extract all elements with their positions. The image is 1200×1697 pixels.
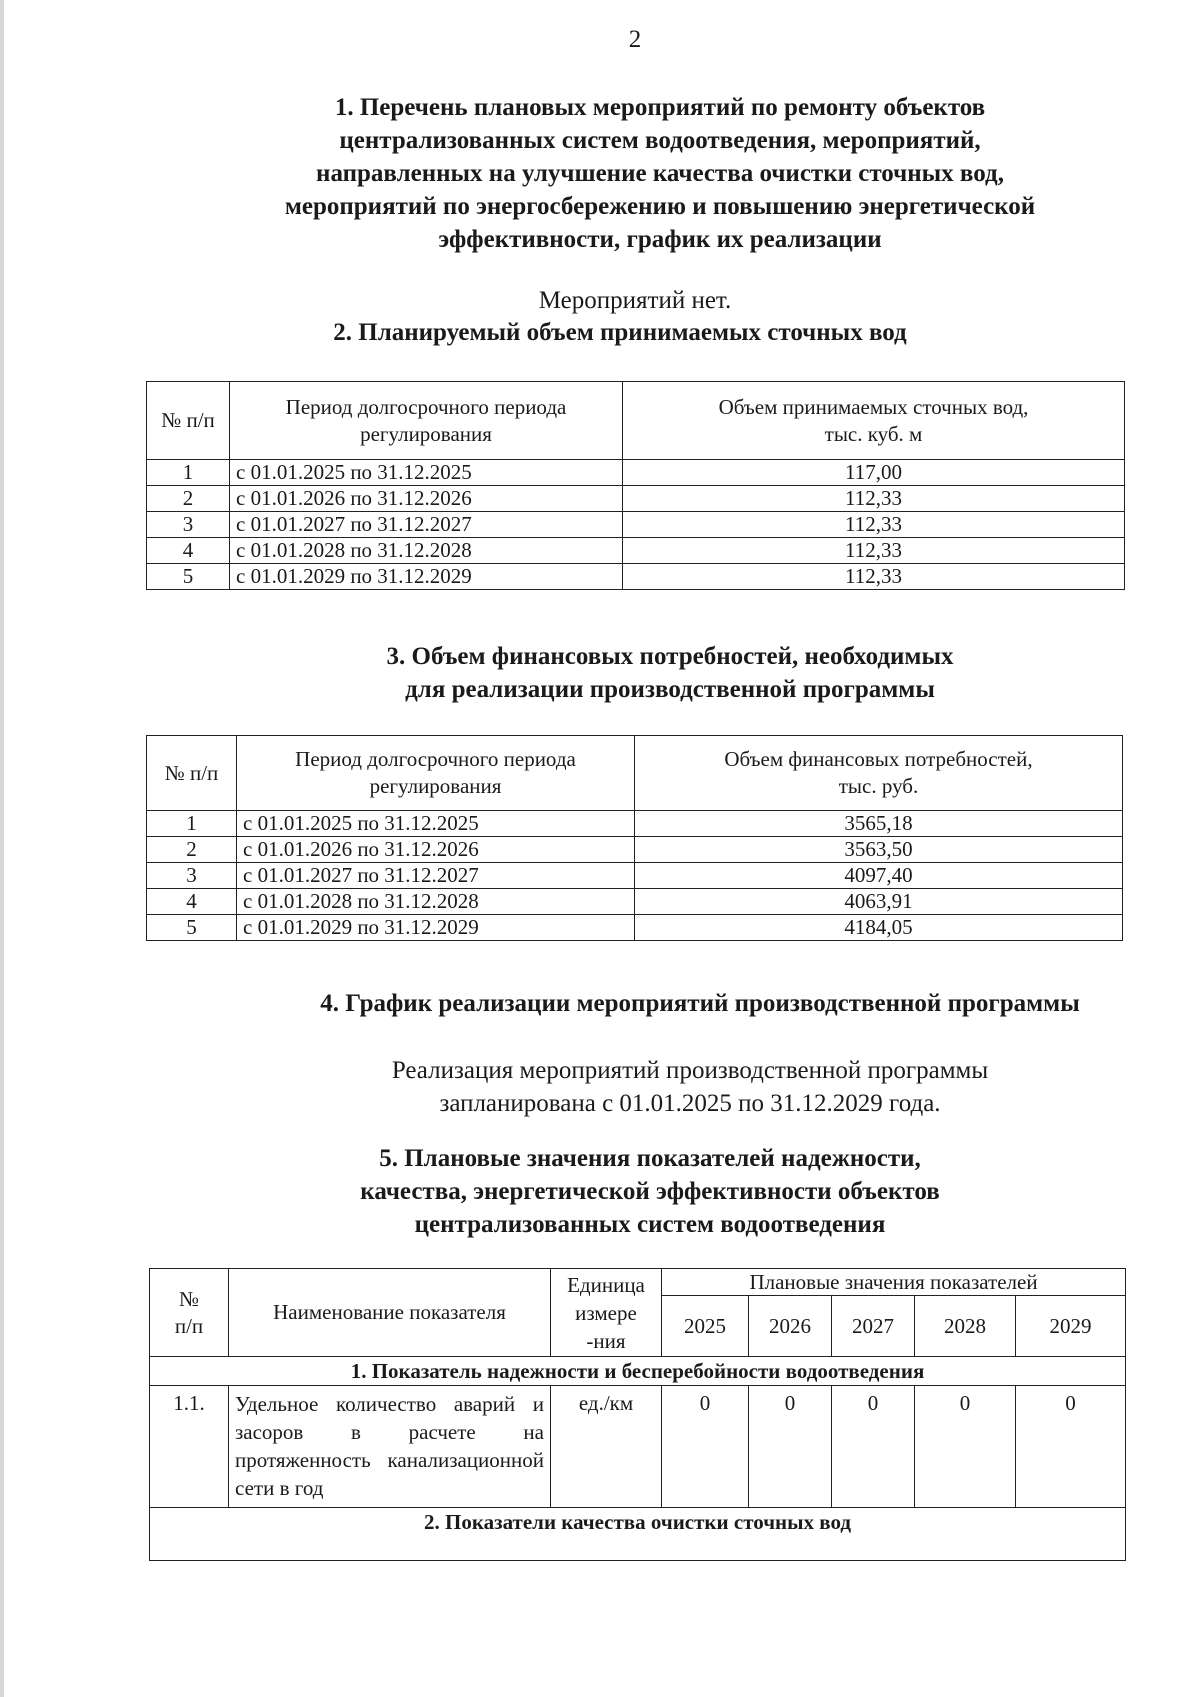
section4-title: 4. График реализации мероприятий производственной программы [320, 990, 1080, 1017]
section2-title: 2. Планируемый объем принимаемых сточных вод [333, 319, 907, 346]
wastewater-volume-table [146, 381, 1125, 590]
header-financial [635, 736, 1123, 811]
scan-edge [0, 0, 4, 1697]
table-row [147, 512, 1125, 538]
row-num: 5 [147, 915, 237, 941]
row-value: 112,33 [623, 486, 1125, 512]
header-financial-line-2: тыс. руб. [838, 774, 919, 798]
section1-note: Мероприятий нет. [538, 287, 732, 314]
row-num: 1.1. [150, 1386, 229, 1508]
table-row [147, 915, 1123, 941]
header-year: 2029 [1016, 1296, 1126, 1357]
header-period-line-1: Период долгосрочного периода [295, 747, 576, 771]
financial-needs-table [146, 735, 1123, 941]
row-num: 5 [147, 564, 230, 590]
header-unit-line-3: -ния [586, 1328, 626, 1353]
section4-text-line-2: запланирована с 01.01.2025 по 31.12.2029 года. [439, 1090, 941, 1117]
table-group-row [150, 1357, 1126, 1386]
table-row [147, 863, 1123, 889]
header-num-line-2: п/п [174, 1313, 204, 1338]
row-num: 3 [147, 512, 230, 538]
row-period: с 01.01.2028 по 31.12.2028 [237, 889, 635, 915]
header-financial-line-1: Объем финансовых потребностей, [724, 747, 1033, 771]
row-period: с 01.01.2026 по 31.12.2026 [237, 837, 635, 863]
row-num: 4 [147, 889, 237, 915]
row-value: 4097,40 [635, 863, 1123, 889]
section1-title-line-4: мероприятий по энергосбережению и повышению энергетической [284, 193, 1036, 220]
row-num: 2 [147, 486, 230, 512]
table-header-row [147, 736, 1123, 811]
header-planned-values: Плановые значения показателей [662, 1269, 1126, 1296]
section3-title-line-2: для реализации производственной программы [405, 676, 935, 703]
row-period: с 01.01.2029 по 31.12.2029 [237, 915, 635, 941]
section5-title-line-3: централизованных систем водоотведения [414, 1211, 886, 1238]
section4-text-line-1: Реализация мероприятий производственной программы [391, 1057, 989, 1084]
group-reliability: 1. Показатель надежности и бесперебойности водоотведения [150, 1357, 1126, 1386]
row-value: 112,33 [623, 564, 1125, 590]
header-year: 2027 [832, 1296, 915, 1357]
header-unit [551, 1269, 662, 1357]
table-row [150, 1386, 1126, 1508]
header-year: 2026 [749, 1296, 832, 1357]
row-period: с 01.01.2027 по 31.12.2027 [230, 512, 623, 538]
row-value-2029: 0 [1016, 1386, 1126, 1508]
group-treatment-quality: 2. Показатели качества очистки сточных вод [150, 1508, 1126, 1561]
header-period-line-2: регулирования [360, 421, 492, 446]
row-num: 2 [147, 837, 237, 863]
table-header-row [150, 1269, 1126, 1296]
table-row [147, 538, 1125, 564]
row-value: 117,00 [623, 460, 1125, 486]
header-indicator-name: Наименование показателя [229, 1269, 551, 1357]
row-num: 1 [147, 460, 230, 486]
row-value: 3565,18 [635, 811, 1123, 837]
row-indicator-name: Удельное количество аварий и засоров в расчете на протяженность канализационной сети в год [229, 1386, 551, 1508]
row-num: 1 [147, 811, 237, 837]
row-value: 112,33 [623, 538, 1125, 564]
section1-title-line-5: эффективности, график их реализации [438, 226, 882, 253]
row-num: 4 [147, 538, 230, 564]
header-period [230, 382, 623, 460]
row-num: 3 [147, 863, 237, 889]
section1-title-line-2: централизованных систем водоотведения, мероприятий, [339, 127, 981, 154]
row-period: с 01.01.2028 по 31.12.2028 [230, 538, 623, 564]
row-period: с 01.01.2026 по 31.12.2026 [230, 486, 623, 512]
header-year: 2025 [662, 1296, 749, 1357]
row-period: с 01.01.2025 по 31.12.2025 [237, 811, 635, 837]
table-group-row [150, 1508, 1126, 1561]
header-num-line-1: № [178, 1286, 200, 1311]
row-period: с 01.01.2025 по 31.12.2025 [230, 460, 623, 486]
row-period: с 01.01.2029 по 31.12.2029 [230, 564, 623, 590]
header-year: 2028 [915, 1296, 1016, 1357]
header-volume-line-1: Объем принимаемых сточных вод, [718, 394, 1029, 419]
section1-title-line-3: направленных на улучшение качества очистки сточных вод, [316, 160, 1004, 187]
table-row [147, 811, 1123, 837]
row-value-2026: 0 [749, 1386, 832, 1508]
row-value: 4063,91 [635, 889, 1123, 915]
indicators-table [149, 1268, 1126, 1561]
table-row [147, 486, 1125, 512]
row-value: 112,33 [623, 512, 1125, 538]
header-unit-line-2: измере [575, 1300, 637, 1325]
header-period-line-2: регулирования [369, 774, 502, 798]
header-period-line-1: Период долгосрочного периода [285, 394, 567, 419]
table-header-row [147, 382, 1125, 460]
section1-title-line-1: 1. Перечень плановых мероприятий по ремонту объектов [334, 94, 986, 121]
header-num: № п/п [147, 382, 230, 460]
row-value-2025: 0 [662, 1386, 749, 1508]
header-unit-line-1: Единица [567, 1272, 645, 1297]
table-row [147, 460, 1125, 486]
section5-title-line-1: 5. Плановые значения показателей надежности, [379, 1145, 921, 1172]
row-value: 4184,05 [635, 915, 1123, 941]
header-period [237, 736, 635, 811]
table-row [147, 889, 1123, 915]
table-row [147, 837, 1123, 863]
row-value-2027: 0 [832, 1386, 915, 1508]
row-unit: ед./км [551, 1386, 662, 1508]
row-value-2028: 0 [915, 1386, 1016, 1508]
header-volume-line-2: тыс. куб. м [824, 421, 923, 446]
row-period: с 01.01.2027 по 31.12.2027 [237, 863, 635, 889]
header-num [150, 1269, 229, 1357]
section5-title-line-2: качества, энергетической эффективности объектов [360, 1178, 940, 1205]
table-row [147, 564, 1125, 590]
header-num: № п/п [147, 736, 237, 811]
page-number: 2 [628, 26, 642, 53]
row-value: 3563,50 [635, 837, 1123, 863]
section3-title-line-1: 3. Объем финансовых потребностей, необходимых [386, 643, 954, 670]
header-volume [623, 382, 1125, 460]
